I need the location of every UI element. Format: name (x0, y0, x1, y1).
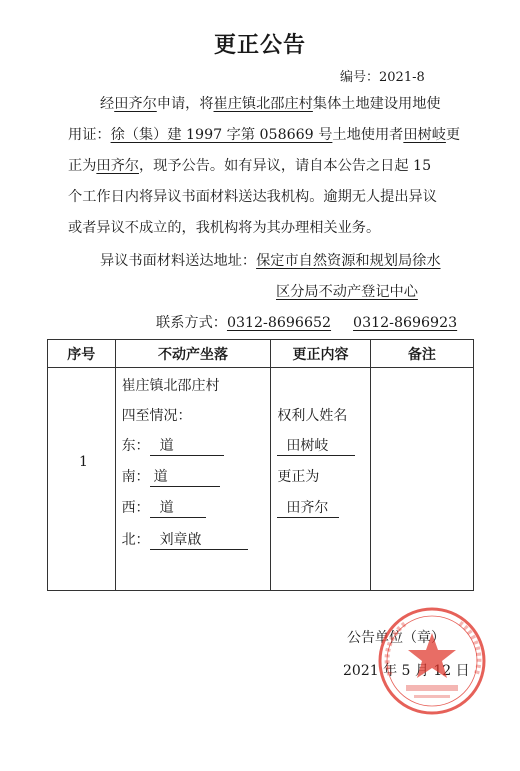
header-seq: 序号 (48, 340, 116, 368)
notice-number: 编号：2021-8 (340, 70, 425, 85)
paragraph-line-3 (68, 155, 431, 175)
applicant-name: 田齐尔 (114, 96, 157, 112)
table-header-row (48, 340, 474, 368)
contact-label: 联系方式： (156, 315, 227, 331)
north-underline (150, 549, 248, 550)
text-fragment: 正为 (68, 158, 97, 174)
remark-cell (370, 368, 473, 591)
new-owner-name: 田齐尔 (96, 158, 139, 174)
village-name: 崔庄镇北邵庄村 (213, 96, 313, 112)
text-fragment: 土地使用者 (332, 127, 404, 143)
issuer-label: 公告单位（章） (347, 630, 445, 646)
text-fragment: 用证： (68, 127, 111, 143)
north-value: 刘章啟 (159, 532, 202, 548)
paragraph-line-2 (68, 124, 460, 144)
address-line-1 (100, 250, 441, 270)
new-name-value: 田齐尔 (286, 500, 329, 516)
correction-table (47, 339, 474, 591)
east-label: 东： (121, 438, 150, 454)
south-label: 南： (121, 469, 150, 485)
change-label: 权利人姓名 (277, 408, 348, 424)
paragraph-line-5: 或者异议不成立的，我机构将为其办理相关业务。 (68, 220, 381, 236)
certificate-number: 徐（集）建 1997 字第 058669 号 (110, 127, 333, 143)
paragraph-line-1 (100, 93, 441, 113)
location-cell (115, 368, 271, 591)
east-value: 道 (159, 438, 174, 454)
address-label: 异议书面材料送达地址： (100, 253, 257, 269)
seq-cell (48, 368, 116, 591)
text-fragment: 经 (100, 96, 115, 112)
west-underline (150, 517, 206, 518)
notice-date: 2021 年 5 月 12 日 (343, 663, 470, 679)
notice-title: 更正公告 (213, 33, 306, 58)
old-name-underline (277, 455, 355, 456)
south-value: 道 (153, 469, 168, 485)
west-label: 西： (121, 500, 150, 516)
old-owner-name: 田树岐 (403, 127, 446, 143)
paragraph-line-4: 个工作日内将异议书面材料送达我机构。逾期无人提出异议 (68, 189, 437, 205)
table-row (48, 368, 474, 591)
east-underline (150, 455, 224, 456)
contact-phone-2: 0312-8696923 (353, 315, 458, 331)
contact-line (156, 312, 457, 332)
header-remark: 备注 (370, 340, 473, 368)
text-fragment: 申请，将 (156, 96, 214, 112)
change-to-label: 更正为 (277, 469, 320, 485)
header-location: 不动产坐落 (115, 340, 271, 368)
location-value: 崔庄镇北邵庄村 (121, 378, 220, 394)
address-line-2 (276, 281, 418, 301)
header-change: 更正内容 (271, 340, 370, 368)
text-fragment: ，现予公告。如有异议，请自本公告之日起 15 (138, 158, 432, 174)
bounds-label: 四至情况： (121, 408, 192, 424)
official-seal-icon (376, 605, 488, 717)
seq-value: 1 (79, 454, 88, 470)
address-value-1: 保定市自然资源和规划局徐水 (256, 253, 441, 269)
change-cell (271, 368, 370, 591)
contact-phone-1: 0312-8696652 (226, 315, 332, 331)
new-name-underline (277, 517, 339, 518)
text-fragment: 更 (445, 127, 461, 143)
north-label: 北： (121, 532, 150, 548)
south-underline (150, 486, 220, 487)
west-value: 道 (159, 500, 174, 516)
address-value-2: 区分局不动产登记中心 (276, 284, 418, 300)
old-name-value: 田树岐 (286, 438, 329, 454)
text-fragment: 集体土地建设用地使 (312, 96, 441, 112)
